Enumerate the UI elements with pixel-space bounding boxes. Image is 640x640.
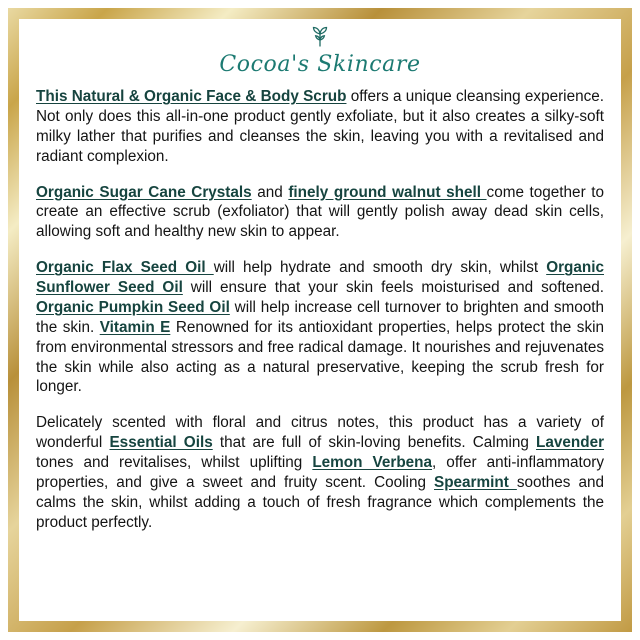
body-text: Renowned for its antioxidant properties, helps protect the skin from environmental stressors and free radical damage. It nourishes and rejuvenates the skin while also acting as a natural preservative, keeping the scrub fresh for longer. <box>36 318 604 396</box>
leaf-sprig-icon <box>307 24 333 52</box>
body-text: come together to create an effective scrub (exfoliator) that will gently polish away dead skin cells, allowing soft and healthy new skin to appear. <box>36 183 604 241</box>
card-content <box>24 20 616 618</box>
body-text: will help hydrate and smooth dry skin, whilst <box>213 259 547 277</box>
body-text: will ensure that your skin feels moisturised and softened. <box>182 279 605 296</box>
highlighted-ingredient: Vitamin E <box>99 318 171 336</box>
highlighted-ingredient: finely ground walnut shell <box>288 183 487 201</box>
paragraph-3 <box>36 258 604 397</box>
highlighted-ingredient: This Natural & Organic Face & Body Scrub <box>36 88 347 105</box>
brand-name: Cocoa's Skincare <box>219 52 421 77</box>
highlighted-ingredient: Lavender <box>536 434 605 452</box>
brand-logo <box>36 24 604 50</box>
body-text: tones and revitalises, whilst uplifting <box>36 454 313 471</box>
paragraph-1 <box>36 87 604 167</box>
highlighted-ingredient: Essential Oils <box>109 434 213 452</box>
body-text: that are full of skin-loving benefits. Calming <box>212 434 537 452</box>
body-text: Delicately scented with floral and citrus notes, this product has a variety of wonderful <box>36 414 604 452</box>
highlighted-ingredient: Spearmint <box>434 473 517 491</box>
body-text: , offer anti-inflammatory properties, and give a sweet and fruity scent. Cooling <box>36 454 604 491</box>
body-text: offers a unique cleansing experience. Not only does this all-in-one product gently exfoliate, but it also creates a silky-soft milky lather that purifies and cleanses the skin, leaving you with a revitalised and radiant complexion. <box>36 88 605 165</box>
highlighted-ingredient: Organic Sunflower Seed Oil <box>36 259 604 296</box>
highlighted-ingredient: Organic Sugar Cane Crystals <box>36 183 252 201</box>
highlighted-ingredient: Organic Pumpkin Seed Oil <box>36 298 230 316</box>
paragraph-2 <box>36 183 604 243</box>
paragraph-4 <box>36 413 604 532</box>
body-text: and <box>251 183 289 201</box>
body-text: will help increase cell turnover to brighten and smooth the skin. <box>36 298 604 336</box>
description-body <box>36 87 604 533</box>
highlighted-ingredient: Lemon Verbena <box>312 454 433 471</box>
body-text: soothes and calms the skin, whilst adding a touch of fresh fragrance which complements the product perfectly. <box>36 473 604 531</box>
highlighted-ingredient: Organic Flax Seed Oil <box>36 259 214 277</box>
